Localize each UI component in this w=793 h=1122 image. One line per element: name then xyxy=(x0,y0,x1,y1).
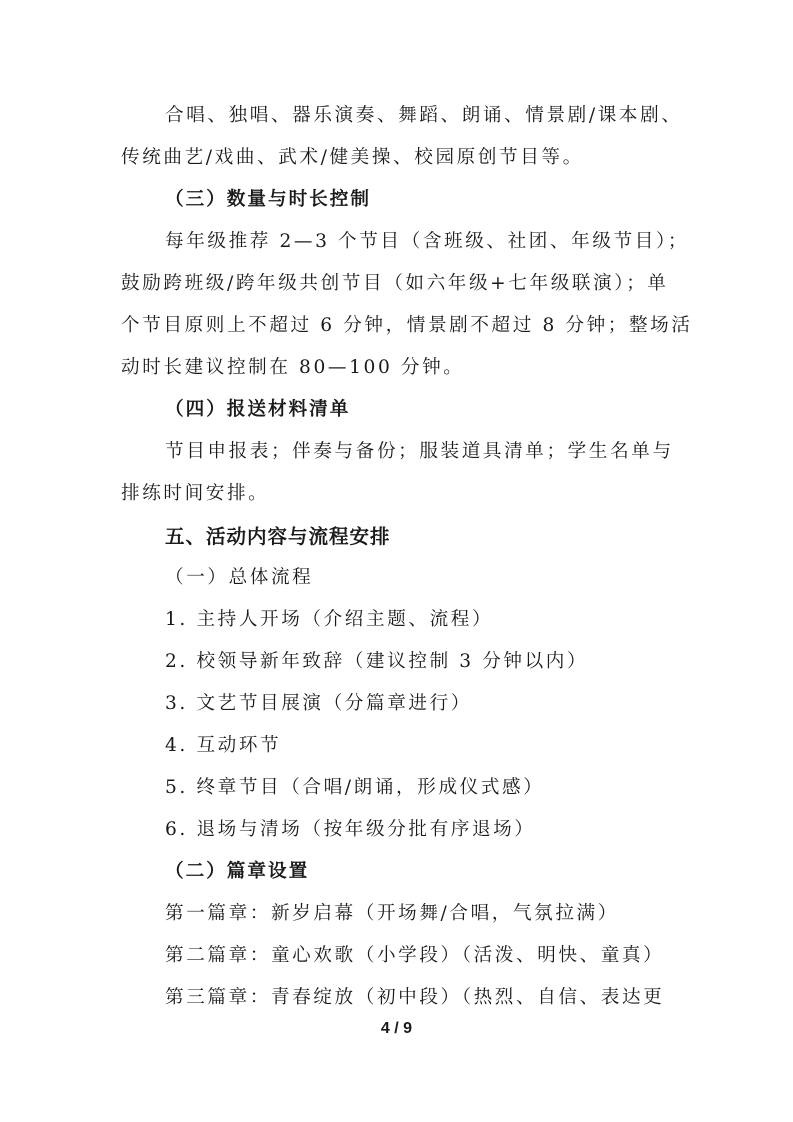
body-text-line: 传统曲艺/戏曲、武术/健美操、校园原创节目等。 xyxy=(121,147,584,168)
subheading: （四）报送材料清单 xyxy=(165,399,351,420)
page-number: 4 / 9 xyxy=(380,1020,413,1037)
list-item: 3. 文艺节目展演（分篇章进行） xyxy=(165,693,472,714)
body-text-line: 合唱、独唱、器乐演奏、舞蹈、朗诵、情景剧/课本剧、 xyxy=(165,105,683,126)
section-heading: 五、活动内容与流程安排 xyxy=(165,525,391,548)
body-text-line: 动时长建议控制在 80—100 分钟。 xyxy=(121,357,465,378)
body-text-line: 排练时间安排。 xyxy=(121,483,270,504)
list-item: 5. 终章节目（合唱/朗诵，形成仪式感） xyxy=(165,777,545,798)
subheading: （一）总体流程 xyxy=(165,567,314,588)
body-text-line: 每年级推荐 2—3 个节目（含班级、社团、年级节目）； xyxy=(165,231,690,252)
body-text-line: 第一篇章：新岁启幕（开场舞/合唱，气氛拉满） xyxy=(165,903,619,924)
body-text-line: 第二篇章：童心欢歌（小学段）（活泼、明快、童真） xyxy=(165,945,665,966)
list-item: 6. 退场与清场（按年级分批有序退场） xyxy=(165,819,536,840)
list-item: 1. 主持人开场（介绍主题、流程） xyxy=(165,609,494,630)
body-text-line: 个节目原则上不超过 6 分钟，情景剧不超过 8 分钟；整场活 xyxy=(121,315,693,336)
list-item: 4. 互动环节 xyxy=(165,735,282,756)
list-item: 2. 校领导新年致辞（建议控制 3 分钟以内） xyxy=(165,651,589,672)
body-text-line: 节目申报表；伴奏与备份；服装道具清单；学生名单与 xyxy=(165,441,674,462)
subheading: （三）数量与时长控制 xyxy=(165,189,371,210)
subheading: （二）篇章设置 xyxy=(165,861,310,882)
body-text-line: 鼓励跨班级/跨年级共创节目（如六年级+七年级联演）；单 xyxy=(121,273,669,294)
body-text-line: 第三篇章：青春绽放（初中段）（热烈、自信、表达更 xyxy=(165,987,665,1008)
